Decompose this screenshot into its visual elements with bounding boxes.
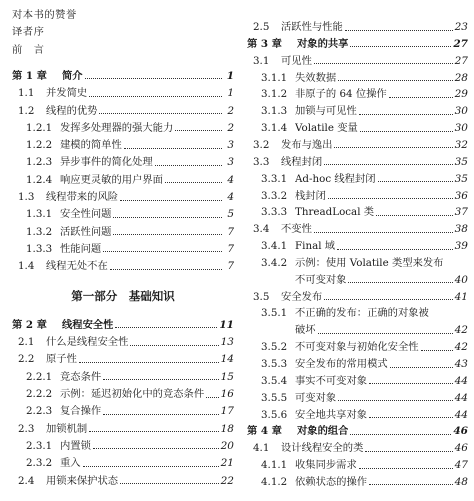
page-number: 4 — [227, 191, 234, 203]
toc-entry[interactable] — [12, 138, 234, 152]
entry-number: 3.5.2 — [261, 341, 288, 354]
toc-entry[interactable] — [247, 408, 468, 422]
toc-entry[interactable] — [247, 37, 468, 51]
entry-title: 线程的优势 — [46, 104, 98, 117]
toc-entry[interactable] — [247, 205, 468, 219]
toc-entry[interactable] — [247, 172, 468, 186]
dot-leader — [124, 148, 222, 149]
entry-title: 收集同步需求 — [295, 459, 357, 472]
entry-title: 内置锁 — [60, 439, 91, 452]
page-number: 27 — [454, 54, 468, 67]
page-number: 20 — [220, 439, 234, 452]
page-number: 32 — [454, 138, 468, 151]
entry-number: 3.1.1 — [261, 71, 288, 84]
entry-number: 3.3.3 — [261, 206, 288, 219]
entry-title: 依赖状态的操作 — [295, 475, 368, 488]
toc-entry[interactable] — [247, 340, 468, 354]
toc-entry[interactable] — [12, 370, 234, 384]
entry-number: 1.2 — [18, 104, 35, 117]
toc-entry[interactable] — [12, 69, 234, 83]
page-number: 1 — [226, 69, 234, 82]
entry-title: 示例：延迟初始化中的竞态条件 — [60, 388, 205, 400]
page-number: 44 — [454, 374, 468, 387]
page-number: 3 — [227, 139, 234, 152]
entry-title: 线程带来的风险 — [46, 191, 119, 203]
toc-entry[interactable] — [12, 335, 234, 349]
dot-leader — [328, 198, 453, 199]
entry-title: 并发简史 — [46, 87, 88, 100]
toc-entry[interactable] — [12, 456, 234, 470]
entry-number: 1.3.2 — [26, 225, 53, 238]
entry-title: 破坏 — [295, 324, 316, 337]
dot-leader — [314, 63, 453, 64]
entry-title: 失效数据 — [295, 71, 337, 84]
entry-title: 活跃性问题 — [60, 225, 112, 238]
toc-entry[interactable] — [12, 43, 234, 57]
dot-leader — [115, 327, 217, 328]
page-number: 40 — [454, 273, 468, 286]
entry-title: 竞态条件 — [60, 370, 102, 383]
entry-number: 4.1.2 — [261, 475, 288, 488]
entry-title: 可见性 — [281, 54, 312, 67]
page-number: 28 — [454, 71, 468, 84]
dot-leader — [130, 345, 218, 346]
dot-leader — [369, 417, 453, 418]
dot-leader — [318, 333, 453, 334]
page-number: 15 — [220, 370, 234, 383]
entry-number: 1.3.3 — [26, 242, 53, 255]
page-number: 47 — [454, 459, 468, 472]
entry-title: 安全性问题 — [60, 208, 112, 221]
entry-title: 发挥多处理器的强大能力 — [60, 121, 174, 134]
entry-number: 3.4.2 — [261, 256, 288, 269]
page-number: 23 — [454, 21, 468, 33]
dot-leader — [314, 232, 453, 233]
entry-title: 不变性 — [281, 223, 312, 236]
entry-title: 对象的组合 — [297, 425, 349, 438]
dot-leader — [120, 200, 222, 201]
toc-entry[interactable] — [12, 207, 234, 221]
page-number: 7 — [227, 225, 234, 238]
toc-entry[interactable] — [12, 387, 234, 401]
entry-title: 原子性 — [46, 353, 77, 366]
entry-title: 安全发布的常用模式 — [295, 358, 388, 370]
entry-title: 线程无处不在 — [46, 260, 108, 273]
page-number: 35 — [454, 155, 468, 168]
page-number: 2 — [227, 104, 234, 117]
page-number: 17 — [220, 405, 234, 418]
entry-number: 2.3.1 — [26, 439, 53, 452]
entry-number: 2.5 — [253, 21, 270, 33]
entry-number: 1.4 — [18, 260, 35, 273]
toc-entry[interactable] — [247, 239, 468, 253]
toc-entry[interactable] — [12, 352, 234, 366]
toc-entry[interactable] — [12, 439, 234, 453]
entry-number: 第 3 章 — [247, 37, 282, 50]
dot-leader — [89, 96, 222, 97]
entry-number: 4.1.1 — [261, 459, 288, 472]
dot-leader — [155, 165, 222, 166]
toc-entry[interactable] — [247, 273, 468, 287]
toc-entry[interactable] — [247, 290, 468, 304]
dot-leader — [165, 182, 222, 183]
page-number: 36 — [454, 189, 468, 202]
entry-title: Volatile 变量 — [295, 122, 358, 135]
page-number: 46 — [454, 442, 468, 455]
toc-entry[interactable] — [247, 458, 468, 472]
entry-number: 3.1.2 — [261, 88, 288, 101]
entry-number: 3.1.4 — [261, 122, 288, 135]
dot-leader — [110, 269, 222, 270]
entry-title: ThreadLocal 类 — [295, 206, 375, 219]
entry-number: 3.4 — [253, 223, 270, 236]
toc-entry[interactable] — [247, 374, 468, 388]
entry-title: Ad-hoc 线程封闭 — [295, 172, 376, 185]
dot-leader — [348, 282, 452, 283]
dot-leader — [120, 483, 219, 484]
entry-title: 不可变对象与初始化安全性 — [295, 341, 419, 354]
dot-leader — [365, 451, 452, 452]
toc-entry[interactable] — [12, 422, 234, 436]
entry-number: 3.1.3 — [261, 105, 288, 118]
page-number: 43 — [454, 358, 468, 370]
entry-title: 建模的简单性 — [60, 139, 122, 152]
page-number: 39 — [454, 240, 468, 253]
entry-number: 3.5.4 — [261, 374, 288, 387]
toc-entry[interactable] — [12, 286, 234, 306]
entry-number: 3.4.1 — [261, 240, 288, 253]
entry-number: 第 1 章 — [12, 69, 47, 82]
entry-title: 安全地共享对象 — [295, 408, 368, 421]
dot-leader — [206, 397, 218, 398]
toc-entry[interactable] — [247, 441, 468, 455]
toc-entry[interactable] — [247, 357, 468, 371]
page-number: 30 — [454, 122, 468, 135]
part-title: 第一部分 基础知识 — [71, 288, 175, 303]
page-number: 4 — [227, 173, 234, 186]
page-number: 13 — [220, 336, 234, 349]
page-number: 18 — [220, 422, 234, 435]
toc-entry[interactable] — [12, 104, 234, 118]
dot-leader — [83, 466, 219, 467]
toc-entry[interactable] — [247, 391, 468, 405]
entry-number: 3.5 — [253, 290, 270, 303]
toc-entry[interactable] — [12, 190, 234, 204]
entry-number: 4.1 — [253, 442, 270, 455]
page-number: 48 — [454, 475, 468, 488]
toc-entry[interactable] — [247, 87, 468, 101]
toc-entry[interactable] — [247, 222, 468, 236]
page-number: 7 — [227, 260, 234, 273]
entry-number: 2.3.2 — [26, 457, 53, 470]
entry-number: 3.3 — [253, 155, 270, 168]
entry-number: 2.2 — [18, 353, 35, 366]
page-number: 29 — [454, 88, 468, 101]
page-number: 3 — [227, 156, 234, 169]
entry-title: 简介 — [62, 69, 83, 82]
dot-leader — [103, 379, 218, 380]
dot-leader — [350, 434, 451, 435]
dot-leader — [113, 217, 222, 218]
entry-title: 前 言 — [12, 43, 45, 56]
toc-entry[interactable] — [12, 8, 234, 22]
dot-leader — [93, 448, 219, 449]
page-number: 5 — [227, 208, 234, 221]
entry-number: 1.2.2 — [26, 139, 53, 152]
entry-number: 第 2 章 — [12, 318, 47, 331]
toc-entry[interactable] — [247, 256, 468, 270]
toc-entry[interactable] — [12, 173, 234, 187]
entry-title: 用锁来保护状态 — [46, 474, 119, 487]
toc-entry[interactable] — [12, 86, 234, 100]
toc-entry[interactable] — [12, 121, 234, 135]
entry-title: 什么是线程安全性 — [46, 336, 129, 349]
entry-number: 2.2.3 — [26, 405, 53, 418]
dot-leader — [369, 383, 453, 384]
dot-leader — [337, 249, 453, 250]
dot-leader — [103, 251, 222, 252]
toc-entry[interactable] — [247, 475, 468, 489]
dot-leader — [175, 130, 222, 131]
entry-title: 非原子的 64 位操作 — [295, 88, 387, 101]
entry-title: 对象的共享 — [297, 37, 349, 50]
dot-leader — [390, 367, 453, 368]
toc-entry[interactable] — [247, 323, 468, 337]
dot-leader — [338, 400, 452, 401]
entry-title: 加锁与可见性 — [295, 105, 357, 118]
entry-title: 重入 — [60, 457, 81, 470]
toc-entry[interactable] — [12, 155, 234, 169]
page-number: 41 — [454, 290, 468, 303]
page-number: 38 — [454, 223, 468, 236]
dot-leader — [99, 113, 222, 114]
dot-leader — [359, 468, 453, 469]
toc-entry[interactable] — [247, 121, 468, 135]
entry-number: 2.3 — [18, 422, 35, 435]
entry-title: 栈封闭 — [295, 189, 326, 202]
page-number: 1 — [227, 87, 234, 100]
entry-title: 设计线程安全的类 — [281, 442, 364, 455]
page-number: 27 — [453, 37, 468, 50]
entry-number: 3.3.2 — [261, 189, 288, 202]
toc-entry[interactable] — [12, 259, 234, 273]
entry-number: 1.3 — [18, 191, 35, 203]
page-number: 37 — [454, 206, 468, 219]
entry-number: 1.1 — [18, 87, 35, 100]
toc-entry[interactable] — [247, 306, 468, 320]
entry-number: 3.3.1 — [261, 172, 288, 185]
toc-entry[interactable] — [12, 404, 234, 418]
dot-leader — [350, 46, 451, 47]
entry-title: 事实不可变对象 — [295, 374, 368, 387]
entry-title: 性能问题 — [60, 242, 102, 255]
page-number: 44 — [454, 408, 468, 421]
entry-title: 复合操作 — [60, 405, 102, 418]
toc-entry[interactable] — [12, 474, 234, 488]
toc-entry[interactable] — [247, 155, 468, 169]
toc-entry[interactable] — [247, 189, 468, 203]
entry-number: 3.1 — [253, 54, 270, 67]
entry-number: 3.5.1 — [261, 307, 288, 320]
page-number: 42 — [454, 324, 468, 337]
toc-entry[interactable] — [247, 54, 468, 68]
entry-number: 1.2.4 — [26, 173, 53, 186]
entry-number: 3.5.3 — [261, 358, 288, 370]
toc-entry[interactable] — [247, 20, 468, 34]
toc-entry[interactable] — [12, 242, 234, 256]
page-number: 7 — [227, 242, 234, 255]
entry-title: Final 域 — [295, 240, 336, 253]
page-number: 11 — [219, 318, 234, 331]
entry-title: 加锁机制 — [46, 422, 88, 435]
entry-title: 译者序 — [12, 26, 45, 39]
toc-entry[interactable] — [247, 424, 468, 438]
entry-title: 安全发布 — [281, 290, 323, 303]
entry-title: 响应更灵敏的用户界面 — [60, 173, 163, 186]
page-number: 42 — [454, 341, 468, 354]
dot-leader — [376, 215, 453, 216]
page-number: 46 — [453, 425, 468, 438]
dot-leader — [421, 350, 453, 351]
toc-entry[interactable] — [12, 25, 234, 39]
entry-number: 2.2.1 — [26, 370, 53, 383]
entry-number: 2.2.2 — [26, 388, 53, 400]
dot-leader — [345, 30, 453, 31]
entry-title: 对本书的赞誉 — [12, 9, 77, 21]
page-number: 14 — [220, 353, 234, 366]
entry-title: 示例：使用 Volatile 类型来发布 — [295, 256, 444, 269]
entry-title: 线程封闭 — [281, 155, 323, 168]
dot-leader — [369, 484, 453, 485]
entry-number: 3.5.5 — [261, 391, 288, 404]
toc-entry[interactable] — [247, 138, 468, 152]
entry-number: 1.3.1 — [26, 208, 53, 221]
entry-title: 可变对象 — [295, 391, 337, 404]
page-number: 2 — [227, 121, 234, 134]
dot-leader — [359, 114, 453, 115]
entry-number: 3.5.6 — [261, 408, 288, 421]
entry-title: 不可变对象 — [295, 273, 347, 286]
entry-number: 2.4 — [18, 474, 35, 487]
dot-leader — [324, 299, 452, 300]
page-number: 16 — [220, 388, 234, 400]
dot-leader — [360, 131, 453, 132]
dot-leader — [378, 181, 453, 182]
toc-entry[interactable] — [247, 104, 468, 118]
page-number: 21 — [220, 457, 234, 470]
dot-leader — [89, 431, 218, 432]
dot-leader — [103, 414, 218, 415]
page-number: 22 — [220, 474, 234, 487]
toc-entry[interactable] — [247, 71, 468, 85]
entry-number: 3.2 — [253, 138, 270, 151]
toc-entry[interactable] — [12, 225, 234, 239]
entry-number: 2.1 — [18, 336, 35, 349]
dot-leader — [85, 78, 222, 79]
entry-title: 活跃性与性能 — [281, 21, 343, 33]
dot-leader — [324, 164, 452, 165]
page-number: 35 — [454, 172, 468, 185]
toc-entry[interactable] — [12, 318, 234, 332]
dot-leader — [389, 97, 453, 98]
entry-number: 1.2.3 — [26, 156, 53, 169]
page-number: 30 — [454, 105, 468, 118]
entry-title: 线程安全性 — [62, 318, 114, 331]
dot-leader — [79, 362, 219, 363]
dot-leader — [338, 80, 452, 81]
entry-title: 异步事件的简化处理 — [60, 156, 153, 169]
dot-leader — [334, 147, 452, 148]
entry-title: 发布与逸出 — [281, 138, 333, 151]
entry-number: 第 4 章 — [247, 425, 282, 438]
page-number: 44 — [454, 391, 468, 404]
dot-leader — [113, 234, 222, 235]
entry-title: 不正确的发布：正确的对象被 — [295, 307, 429, 320]
entry-number: 1.2.1 — [26, 121, 53, 134]
